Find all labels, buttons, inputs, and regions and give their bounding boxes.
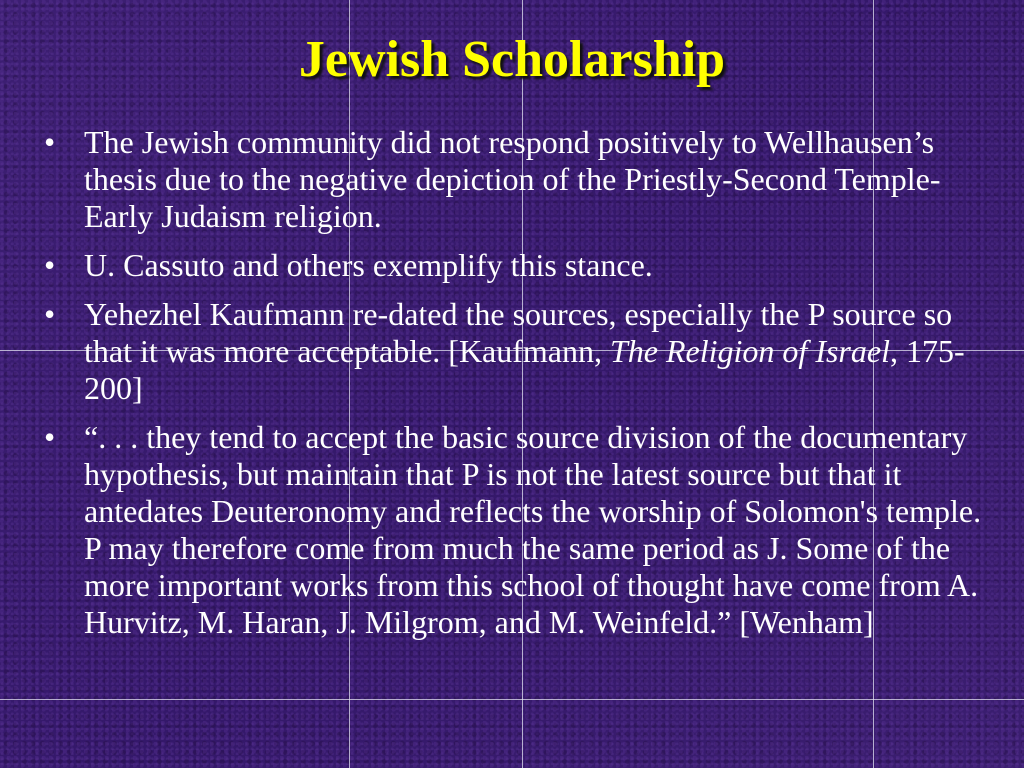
bullet-text-after: , 175-200] — [84, 333, 965, 406]
bullet-item — [44, 296, 994, 407]
bullet-text: U. Cassuto and others exemplify this stance. — [84, 247, 653, 283]
bullet-dot-icon: • — [44, 419, 56, 455]
bullet-dot-icon: • — [44, 124, 56, 160]
slide-title: Jewish Scholarship — [298, 31, 726, 88]
bullet-text: “. . . they tend to accept the basic source division of the documentary hypothesis, but maintain that P is not the latest source but that it antedates Deuteronomy and reflects the worship of Solomon's temple. P may therefore come from much the same period as J. Some of the more important works from this school of thought have come from A. Hurvitz, M. Haran, J. Milgrom, and M. Weinfeld.” [Wenham] — [84, 419, 982, 640]
bullet-item — [44, 247, 994, 284]
bullet-item — [44, 419, 994, 641]
bullet-text-before: Yehezhel Kaufmann re-dated the sources, especially the P source so that it was more acceptable. [Kaufmann, — [84, 296, 953, 369]
book-title: The Religion of Israel — [610, 333, 890, 369]
bullet-dot-icon: • — [44, 247, 56, 283]
bullet-item — [44, 124, 994, 235]
bullet-list — [44, 124, 994, 653]
bullet-dot-icon: • — [44, 296, 56, 332]
bullet-text: The Jewish community did not respond positively to Wellhausen’s thesis due to the negative depiction of the Priestly-Second Temple-Early Judaism religion. — [84, 124, 941, 234]
gridline-horizontal-2 — [0, 699, 1024, 700]
